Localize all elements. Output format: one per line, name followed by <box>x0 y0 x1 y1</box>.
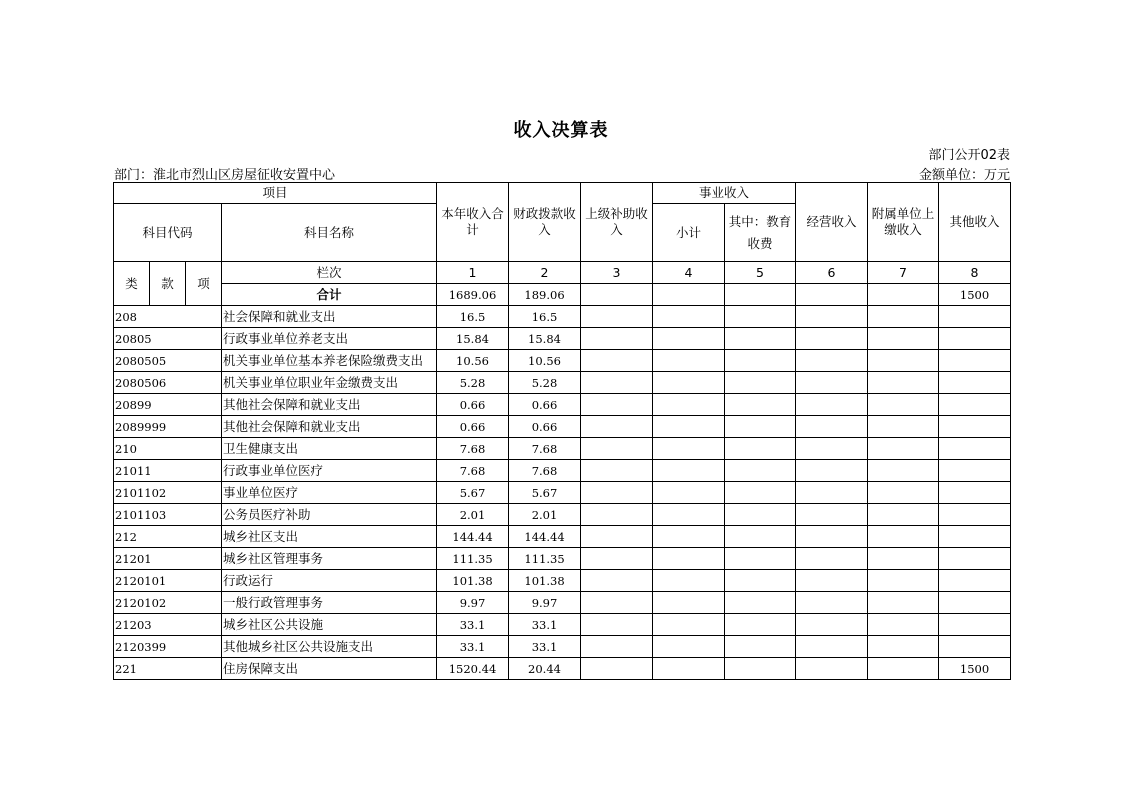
total-income-cell: 9.97 <box>437 592 509 614</box>
other-cell <box>939 328 1011 350</box>
operating-cell <box>796 570 868 592</box>
fiscal-cell: 0.66 <box>509 394 581 416</box>
superior-cell <box>581 350 653 372</box>
subject-name: 其他城乡社区公共设施支出 <box>222 636 437 658</box>
total-income-cell: 33.1 <box>437 636 509 658</box>
subject-name: 事业单位医疗 <box>222 482 437 504</box>
subject-name: 机关事业单位基本养老保险缴费支出 <box>222 350 437 372</box>
other-cell <box>939 636 1011 658</box>
education-cell <box>725 570 796 592</box>
fiscal-cell: 7.68 <box>509 460 581 482</box>
header-code: 科目代码 <box>114 204 222 262</box>
table-row <box>114 394 1011 416</box>
operating-cell <box>796 394 868 416</box>
fiscal-cell: 111.35 <box>509 548 581 570</box>
subject-code: 21203 <box>114 614 222 636</box>
education-cell <box>725 482 796 504</box>
table-row <box>114 306 1011 328</box>
superior-cell <box>581 306 653 328</box>
superior-cell <box>581 482 653 504</box>
header-business: 事业收入 <box>653 183 796 204</box>
header-name: 科目名称 <box>222 204 437 262</box>
affiliated-cell <box>868 504 939 526</box>
education-cell <box>725 438 796 460</box>
superior-cell <box>581 438 653 460</box>
other-cell: 1500 <box>939 658 1011 680</box>
other-cell <box>939 592 1011 614</box>
subject-name: 住房保障支出 <box>222 658 437 680</box>
superior-cell <box>581 636 653 658</box>
form-number: 部门公开02表 <box>928 148 1010 163</box>
subject-name: 城乡社区支出 <box>222 526 437 548</box>
education-cell <box>725 372 796 394</box>
superior-cell <box>581 460 653 482</box>
other-cell <box>939 350 1011 372</box>
superior-cell <box>581 614 653 636</box>
table-row <box>114 328 1011 350</box>
fiscal-cell: 7.68 <box>509 438 581 460</box>
fiscal-cell: 33.1 <box>509 614 581 636</box>
table-row <box>114 636 1011 658</box>
fiscal-cell: 0.66 <box>509 416 581 438</box>
table-row <box>114 526 1011 548</box>
header-education: 其中：教育收费 <box>725 204 796 262</box>
subject-name: 城乡社区公共设施 <box>222 614 437 636</box>
subject-name: 卫生健康支出 <box>222 438 437 460</box>
subject-name: 行政事业单位养老支出 <box>222 328 437 350</box>
total-income-cell: 0.66 <box>437 416 509 438</box>
education-cell <box>725 416 796 438</box>
operating-cell <box>796 306 868 328</box>
subject-name: 行政事业单位医疗 <box>222 460 437 482</box>
header-item: 项目 <box>114 183 437 204</box>
subject-code: 2089999 <box>114 416 222 438</box>
table-row <box>114 372 1011 394</box>
header-lanci: 栏次 <box>222 262 437 284</box>
total-income-cell: 101.38 <box>437 570 509 592</box>
affiliated-cell <box>868 460 939 482</box>
subtotal-cell <box>653 350 725 372</box>
operating-cell <box>796 416 868 438</box>
subtotal-cell <box>653 460 725 482</box>
affiliated-cell <box>868 658 939 680</box>
total-income-cell: 7.68 <box>437 438 509 460</box>
operating-cell <box>796 592 868 614</box>
subject-code: 20805 <box>114 328 222 350</box>
table-row <box>114 350 1011 372</box>
education-cell <box>725 350 796 372</box>
education-cell <box>725 394 796 416</box>
col-num-1: 1 <box>437 262 509 284</box>
superior-cell <box>581 416 653 438</box>
affiliated-cell <box>868 372 939 394</box>
other-cell <box>939 570 1011 592</box>
subject-code: 2080505 <box>114 350 222 372</box>
subject-name: 公务员医疗补助 <box>222 504 437 526</box>
total-income-cell: 16.5 <box>437 306 509 328</box>
education-cell <box>725 526 796 548</box>
header-total-income: 本年收入合计 <box>437 183 509 262</box>
education-cell <box>725 592 796 614</box>
total-income-cell: 144.44 <box>437 526 509 548</box>
affiliated-cell <box>868 350 939 372</box>
table-row <box>114 658 1011 680</box>
col-num-8: 8 <box>939 262 1011 284</box>
income-table <box>113 182 1011 680</box>
subject-code: 21201 <box>114 548 222 570</box>
subject-code: 212 <box>114 526 222 548</box>
total-income-value: 1689.06 <box>437 284 509 306</box>
subtotal-cell <box>653 614 725 636</box>
total-income-cell: 111.35 <box>437 548 509 570</box>
education-cell <box>725 460 796 482</box>
operating-cell <box>796 438 868 460</box>
subtotal-cell <box>653 482 725 504</box>
header-superior: 上级补助收入 <box>581 183 653 262</box>
subtotal-cell <box>653 592 725 614</box>
operating-cell <box>796 526 868 548</box>
total-income-cell: 5.28 <box>437 372 509 394</box>
operating-cell <box>796 504 868 526</box>
other-cell <box>939 460 1011 482</box>
table-row <box>114 504 1011 526</box>
superior-cell <box>581 372 653 394</box>
other-cell <box>939 416 1011 438</box>
subject-code: 2120399 <box>114 636 222 658</box>
education-cell <box>725 306 796 328</box>
affiliated-cell <box>868 548 939 570</box>
superior-cell <box>581 592 653 614</box>
total-income-cell: 1520.44 <box>437 658 509 680</box>
operating-cell <box>796 614 868 636</box>
total-other-value: 1500 <box>939 284 1011 306</box>
table-row <box>114 592 1011 614</box>
subject-code: 20899 <box>114 394 222 416</box>
other-cell <box>939 526 1011 548</box>
superior-cell <box>581 394 653 416</box>
total-income-cell: 33.1 <box>437 614 509 636</box>
col-num-4: 4 <box>653 262 725 284</box>
affiliated-cell <box>868 416 939 438</box>
operating-cell <box>796 460 868 482</box>
subtotal-cell <box>653 416 725 438</box>
subject-code: 2101103 <box>114 504 222 526</box>
operating-cell <box>796 548 868 570</box>
other-cell <box>939 614 1011 636</box>
subject-code: 2120101 <box>114 570 222 592</box>
subtotal-cell <box>653 548 725 570</box>
superior-cell <box>581 504 653 526</box>
fiscal-cell: 2.01 <box>509 504 581 526</box>
operating-cell <box>796 636 868 658</box>
total-subtotal-value <box>653 284 725 306</box>
superior-cell <box>581 658 653 680</box>
affiliated-cell <box>868 482 939 504</box>
other-cell <box>939 548 1011 570</box>
other-cell <box>939 394 1011 416</box>
superior-cell <box>581 570 653 592</box>
fiscal-cell: 9.97 <box>509 592 581 614</box>
header-other: 其他收入 <box>939 183 1011 262</box>
header-kuan: 款 <box>150 262 186 306</box>
education-cell <box>725 614 796 636</box>
superior-cell <box>581 526 653 548</box>
subject-code: 208 <box>114 306 222 328</box>
subject-code: 2080506 <box>114 372 222 394</box>
unit-label: 金额单位：万元 <box>918 168 1010 183</box>
col-num-2: 2 <box>509 262 581 284</box>
affiliated-cell <box>868 570 939 592</box>
header-affiliated: 附属单位上缴收入 <box>868 183 939 262</box>
col-num-7: 7 <box>868 262 939 284</box>
table-row <box>114 548 1011 570</box>
superior-cell <box>581 548 653 570</box>
fiscal-cell: 10.56 <box>509 350 581 372</box>
subtotal-cell <box>653 328 725 350</box>
total-income-cell: 2.01 <box>437 504 509 526</box>
operating-cell <box>796 328 868 350</box>
table-row <box>114 614 1011 636</box>
subject-code: 221 <box>114 658 222 680</box>
fiscal-cell: 5.28 <box>509 372 581 394</box>
total-operating-value <box>796 284 868 306</box>
affiliated-cell <box>868 636 939 658</box>
department-label: 部门：淮北市烈山区房屋征收安置中心 <box>114 168 336 183</box>
table-row <box>114 438 1011 460</box>
total-label: 合计 <box>222 284 437 306</box>
header-operating: 经营收入 <box>796 183 868 262</box>
total-fiscal-value: 189.06 <box>509 284 581 306</box>
fiscal-cell: 144.44 <box>509 526 581 548</box>
affiliated-cell <box>868 614 939 636</box>
subtotal-cell <box>653 372 725 394</box>
education-cell <box>725 548 796 570</box>
operating-cell <box>796 658 868 680</box>
subject-code: 21011 <box>114 460 222 482</box>
subtotal-cell <box>653 394 725 416</box>
subtotal-cell <box>653 658 725 680</box>
subject-name: 城乡社区管理事务 <box>222 548 437 570</box>
other-cell <box>939 504 1011 526</box>
subject-code: 2101102 <box>114 482 222 504</box>
affiliated-cell <box>868 306 939 328</box>
operating-cell <box>796 350 868 372</box>
total-row <box>114 284 1011 306</box>
subtotal-cell <box>653 570 725 592</box>
table-row <box>114 460 1011 482</box>
fiscal-cell: 20.44 <box>509 658 581 680</box>
fiscal-cell: 16.5 <box>509 306 581 328</box>
operating-cell <box>796 372 868 394</box>
col-num-3: 3 <box>581 262 653 284</box>
operating-cell <box>796 482 868 504</box>
total-income-cell: 7.68 <box>437 460 509 482</box>
affiliated-cell <box>868 328 939 350</box>
subtotal-cell <box>653 526 725 548</box>
col-num-6: 6 <box>796 262 868 284</box>
subject-name: 社会保障和就业支出 <box>222 306 437 328</box>
fiscal-cell: 15.84 <box>509 328 581 350</box>
page-title: 收入决算表 <box>513 120 609 141</box>
total-income-cell: 5.67 <box>437 482 509 504</box>
subject-name: 其他社会保障和就业支出 <box>222 394 437 416</box>
subject-name: 其他社会保障和就业支出 <box>222 416 437 438</box>
other-cell <box>939 306 1011 328</box>
table-row <box>114 416 1011 438</box>
subject-name: 行政运行 <box>222 570 437 592</box>
total-income-cell: 10.56 <box>437 350 509 372</box>
table-row <box>114 570 1011 592</box>
fiscal-cell: 5.67 <box>509 482 581 504</box>
subject-code: 2120102 <box>114 592 222 614</box>
subject-code: 210 <box>114 438 222 460</box>
col-num-5: 5 <box>725 262 796 284</box>
affiliated-cell <box>868 394 939 416</box>
header-lei: 类 <box>114 262 150 306</box>
subtotal-cell <box>653 636 725 658</box>
total-education-value <box>725 284 796 306</box>
affiliated-cell <box>868 592 939 614</box>
other-cell <box>939 482 1011 504</box>
education-cell <box>725 504 796 526</box>
other-cell <box>939 438 1011 460</box>
fiscal-cell: 101.38 <box>509 570 581 592</box>
total-affiliated-value <box>868 284 939 306</box>
subject-name: 一般行政管理事务 <box>222 592 437 614</box>
education-cell <box>725 658 796 680</box>
header-subtotal: 小计 <box>653 204 725 262</box>
subtotal-cell <box>653 504 725 526</box>
fiscal-cell: 33.1 <box>509 636 581 658</box>
superior-cell <box>581 328 653 350</box>
education-cell <box>725 636 796 658</box>
other-cell <box>939 372 1011 394</box>
affiliated-cell <box>868 526 939 548</box>
header-fiscal: 财政拨款收入 <box>509 183 581 262</box>
total-income-cell: 15.84 <box>437 328 509 350</box>
header-xiang: 项 <box>186 262 222 306</box>
affiliated-cell <box>868 438 939 460</box>
subtotal-cell <box>653 438 725 460</box>
table-row <box>114 482 1011 504</box>
subtotal-cell <box>653 306 725 328</box>
education-cell <box>725 328 796 350</box>
total-income-cell: 0.66 <box>437 394 509 416</box>
subject-name: 机关事业单位职业年金缴费支出 <box>222 372 437 394</box>
total-superior-value <box>581 284 653 306</box>
